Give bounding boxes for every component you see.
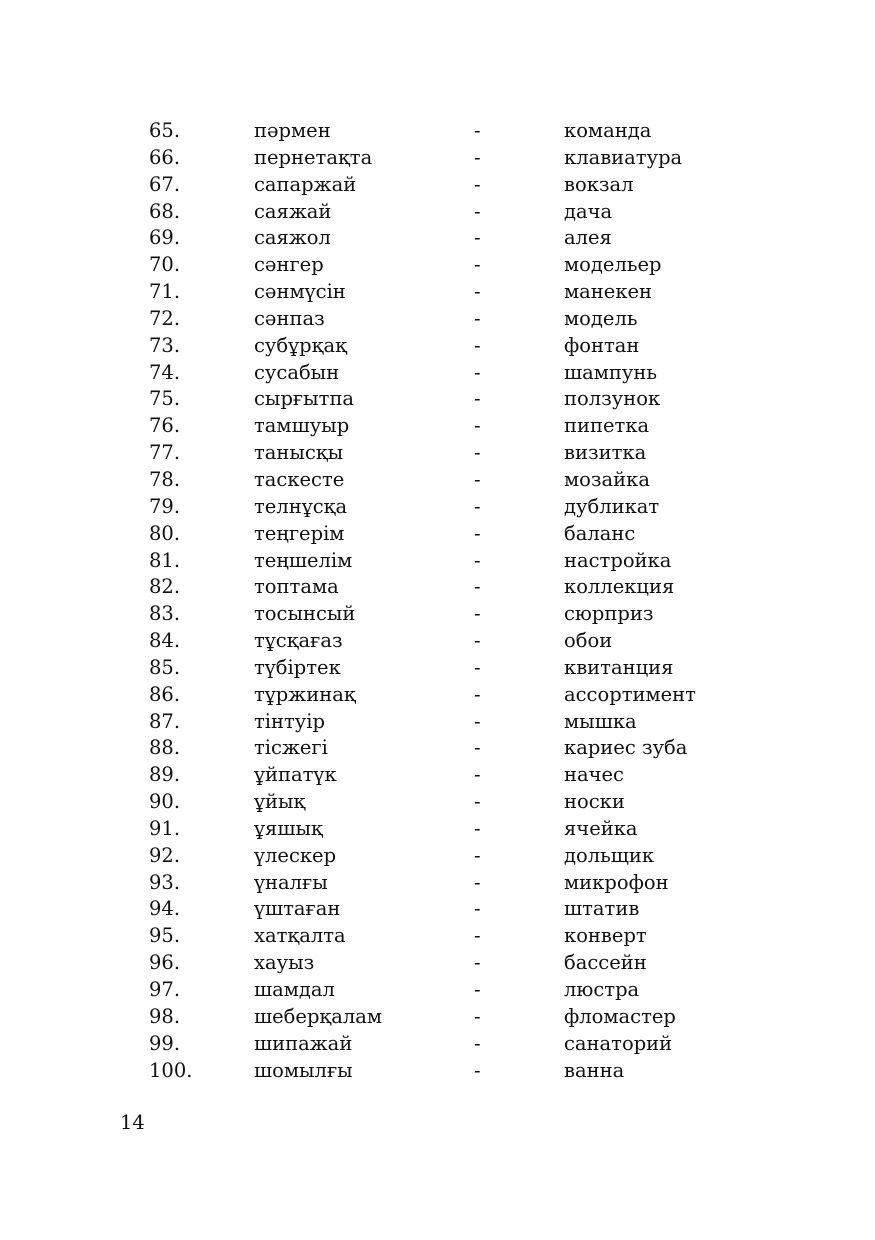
glossary-row	[0, 950, 875, 977]
kazakh-term: сәнпаз	[254, 306, 325, 330]
kazakh-term: шомылғы	[254, 1058, 353, 1082]
dash-separator: -	[474, 119, 481, 142]
dash-separator: -	[474, 226, 481, 250]
glossary-row	[0, 145, 875, 172]
glossary-row	[0, 386, 875, 413]
entry-number: 65.	[149, 119, 181, 142]
kazakh-term: саяжай	[254, 199, 332, 223]
entry-number: 68.	[149, 199, 181, 223]
page-number: 14	[120, 1111, 145, 1134]
kazakh-term: тінтуір	[254, 709, 326, 733]
entry-number: 86.	[149, 682, 181, 706]
kazakh-term: шеберқалам	[254, 1004, 383, 1028]
glossary-row	[0, 1031, 875, 1058]
glossary-row	[0, 601, 875, 628]
entry-number: 97.	[149, 978, 181, 1001]
kazakh-term: телнұсқа	[254, 494, 348, 518]
dash-separator: -	[474, 414, 481, 438]
glossary-row	[0, 870, 875, 897]
dash-separator: -	[474, 253, 481, 277]
russian-term: конверт	[564, 924, 647, 948]
russian-term: дача	[564, 199, 613, 223]
russian-term: ползунок	[564, 387, 661, 411]
russian-term: клавиатура	[564, 145, 683, 169]
dash-separator: -	[474, 441, 481, 465]
entry-number: 84.	[149, 629, 181, 653]
kazakh-term: топтама	[254, 575, 339, 599]
kazakh-term: тұржинақ	[254, 682, 356, 706]
kazakh-term: ұяшық	[254, 816, 323, 840]
entry-number: 85.	[149, 655, 181, 679]
russian-term: дольщик	[564, 843, 655, 867]
glossary-row	[0, 816, 875, 843]
glossary-row	[0, 628, 875, 655]
russian-term: ячейка	[564, 816, 638, 840]
russian-term: фонтан	[564, 333, 640, 357]
dash-separator: -	[474, 548, 481, 572]
russian-term: фломастер	[564, 1004, 676, 1028]
kazakh-term: сусабын	[254, 360, 340, 384]
kazakh-term: сәнгер	[254, 253, 324, 277]
dash-separator: -	[474, 790, 481, 814]
kazakh-term: пәрмен	[254, 119, 331, 142]
glossary-row	[0, 360, 875, 387]
russian-term: мозайка	[564, 467, 650, 491]
entry-number: 88.	[149, 736, 181, 760]
kazakh-term: сапаржай	[254, 172, 357, 196]
kazakh-term: сырғытпа	[254, 387, 355, 411]
entry-number: 79.	[149, 494, 181, 518]
glossary-row	[0, 199, 875, 226]
glossary-row	[0, 682, 875, 709]
glossary-row	[0, 467, 875, 494]
glossary-row	[0, 789, 875, 816]
kazakh-term: үлескер	[254, 843, 337, 867]
entry-number: 92.	[149, 843, 181, 867]
entry-number: 78.	[149, 467, 181, 491]
kazakh-term: саяжол	[254, 226, 331, 250]
glossary-row	[0, 735, 875, 762]
glossary-row	[0, 762, 875, 789]
dash-separator: -	[474, 172, 481, 196]
kazakh-term: хауыз	[254, 951, 315, 975]
kazakh-term: тісжегі	[254, 736, 328, 760]
entry-number: 99.	[149, 1031, 181, 1055]
glossary-row	[0, 279, 875, 306]
russian-term: носки	[564, 790, 625, 814]
kazakh-term: хатқалта	[254, 924, 346, 948]
dash-separator: -	[474, 280, 481, 304]
russian-term: команда	[564, 119, 652, 142]
dash-separator: -	[474, 951, 481, 975]
russian-term: визитка	[564, 441, 647, 465]
kazakh-term: теңгерім	[254, 521, 345, 545]
kazakh-term: үштаған	[254, 897, 341, 921]
entry-number: 70.	[149, 253, 181, 277]
glossary-row	[0, 118, 875, 145]
entry-number: 96.	[149, 951, 181, 975]
dash-separator: -	[474, 629, 481, 653]
dash-separator: -	[474, 521, 481, 545]
glossary-row	[0, 333, 875, 360]
dash-separator: -	[474, 306, 481, 330]
kazakh-term: шипажай	[254, 1031, 353, 1055]
russian-term: баланс	[564, 521, 636, 545]
dash-separator: -	[474, 897, 481, 921]
glossary-row	[0, 923, 875, 950]
entry-number: 94.	[149, 897, 181, 921]
entry-number: 69.	[149, 226, 181, 250]
russian-term: санаторий	[564, 1031, 673, 1055]
russian-term: модель	[564, 306, 638, 330]
dash-separator: -	[474, 709, 481, 733]
kazakh-term: шамдал	[254, 978, 335, 1001]
entry-number: 75.	[149, 387, 181, 411]
entry-number: 74.	[149, 360, 181, 384]
dash-separator: -	[474, 602, 481, 626]
dash-separator: -	[474, 736, 481, 760]
glossary-row	[0, 521, 875, 548]
glossary-row	[0, 172, 875, 199]
dash-separator: -	[474, 1004, 481, 1028]
entry-number: 87.	[149, 709, 181, 733]
glossary-row	[0, 655, 875, 682]
entry-number: 100.	[149, 1058, 193, 1082]
glossary-row	[0, 977, 875, 1004]
russian-term: люстра	[564, 978, 640, 1001]
kazakh-term: таскесте	[254, 467, 345, 491]
dash-separator: -	[474, 145, 481, 169]
dash-separator: -	[474, 843, 481, 867]
russian-term: штатив	[564, 897, 640, 921]
kazakh-term: ұйпатүк	[254, 763, 337, 787]
russian-term: алея	[564, 226, 612, 250]
dash-separator: -	[474, 467, 481, 491]
dash-separator: -	[474, 870, 481, 894]
kazakh-term: тамшуыр	[254, 414, 350, 438]
kazakh-term: ұйық	[254, 790, 306, 814]
russian-term: настройка	[564, 548, 672, 572]
kazakh-term: үналғы	[254, 870, 328, 894]
glossary-row	[0, 1004, 875, 1031]
russian-term: сюрприз	[564, 602, 654, 626]
glossary-row	[0, 896, 875, 923]
dash-separator: -	[474, 575, 481, 599]
glossary-list	[0, 118, 875, 1084]
glossary-row	[0, 709, 875, 736]
entry-number: 66.	[149, 145, 181, 169]
dash-separator: -	[474, 978, 481, 1001]
dash-separator: -	[474, 360, 481, 384]
russian-term: модельер	[564, 253, 662, 277]
kazakh-term: субұрқақ	[254, 333, 347, 357]
russian-term: пипетка	[564, 414, 650, 438]
russian-term: начес	[564, 763, 624, 787]
russian-term: микрофон	[564, 870, 669, 894]
dash-separator: -	[474, 333, 481, 357]
entry-number: 98.	[149, 1004, 181, 1028]
dash-separator: -	[474, 763, 481, 787]
glossary-row	[0, 574, 875, 601]
russian-term: шампунь	[564, 360, 658, 384]
russian-term: вокзал	[564, 172, 634, 196]
dash-separator: -	[474, 199, 481, 223]
russian-term: ванна	[564, 1058, 625, 1082]
entry-number: 90.	[149, 790, 181, 814]
entry-number: 67.	[149, 172, 181, 196]
glossary-row	[0, 413, 875, 440]
glossary-row	[0, 843, 875, 870]
entry-number: 83.	[149, 602, 181, 626]
entry-number: 80.	[149, 521, 181, 545]
kazakh-term: сәнмүсін	[254, 280, 346, 304]
russian-term: кариес зуба	[564, 736, 688, 760]
entry-number: 91.	[149, 816, 181, 840]
russian-term: мышка	[564, 709, 637, 733]
entry-number: 73.	[149, 333, 181, 357]
glossary-row	[0, 252, 875, 279]
entry-number: 82.	[149, 575, 181, 599]
glossary-row	[0, 494, 875, 521]
kazakh-term: тұсқағаз	[254, 629, 343, 653]
russian-term: манекен	[564, 280, 653, 304]
kazakh-term: таныс​қы	[254, 441, 344, 465]
entry-number: 77.	[149, 441, 181, 465]
russian-term: коллекция	[564, 575, 675, 599]
glossary-row	[0, 548, 875, 575]
dash-separator: -	[474, 655, 481, 679]
dash-separator: -	[474, 1058, 481, 1082]
kazakh-term: түбіртек	[254, 655, 341, 679]
entry-number: 71.	[149, 280, 181, 304]
dash-separator: -	[474, 387, 481, 411]
glossary-row	[0, 440, 875, 467]
kazakh-term: пернетақта	[254, 145, 373, 169]
entry-number: 95.	[149, 924, 181, 948]
entry-number: 93.	[149, 870, 181, 894]
glossary-row	[0, 225, 875, 252]
kazakh-term: тосынсый	[254, 602, 356, 626]
russian-term: бассейн	[564, 951, 647, 975]
dash-separator: -	[474, 494, 481, 518]
russian-term: ассортимент	[564, 682, 696, 706]
dash-separator: -	[474, 924, 481, 948]
entry-number: 76.	[149, 414, 181, 438]
glossary-row	[0, 306, 875, 333]
entry-number: 81.	[149, 548, 181, 572]
russian-term: дубликат	[564, 494, 660, 518]
dash-separator: -	[474, 682, 481, 706]
entry-number: 89.	[149, 763, 181, 787]
dash-separator: -	[474, 816, 481, 840]
kazakh-term: теңшелім	[254, 548, 353, 572]
russian-term: квитанция	[564, 655, 674, 679]
dash-separator: -	[474, 1031, 481, 1055]
russian-term: обои	[564, 629, 613, 653]
glossary-row	[0, 1058, 875, 1085]
entry-number: 72.	[149, 306, 181, 330]
